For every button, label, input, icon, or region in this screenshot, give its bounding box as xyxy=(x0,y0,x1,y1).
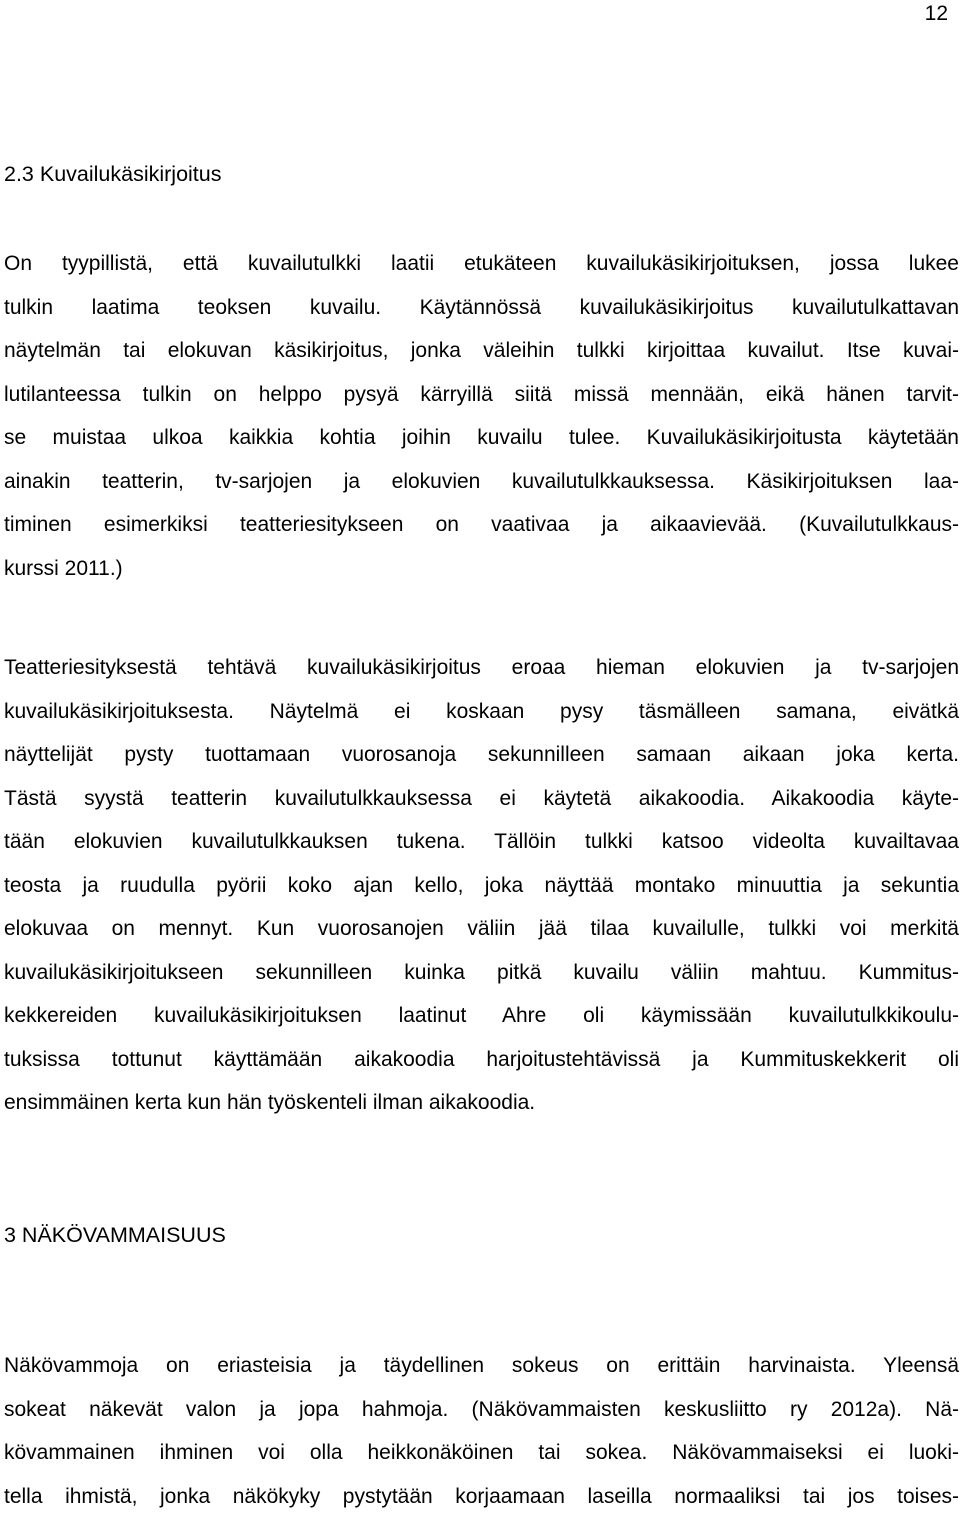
text-line: Tästä syystä teatterin kuvailutulkkauksessa ei käytetä aikakoodia. Aikakoodia käyte- xyxy=(4,777,959,821)
text-line: elokuvaa on mennyt. Kun vuorosanojen väliin jää tilaa kuvailulle, tulkki voi merkitä xyxy=(4,907,959,951)
section-3-heading: 3 NÄKÖVAMMAISUUS xyxy=(4,1222,226,1248)
section-2-3-heading: 2.3 Kuvailukäsikirjoitus xyxy=(4,161,222,187)
text-line: tella ihmistä, jonka näkökyky pystytään korjaamaan laseilla normaaliksi tai jos toises- xyxy=(4,1475,959,1518)
text-line: kuvailukäsikirjoitukseen sekunnilleen kuinka pitkä kuvailu väliin mahtuu. Kummitus- xyxy=(4,951,959,995)
text-line: kuvailukäsikirjoituksesta. Näytelmä ei koskaan pysy täsmälleen samana, eivätkä xyxy=(4,690,959,734)
text-line: lutilanteessa tulkin on helppo pysyä kärryillä siitä missä mennään, eikä hänen tarvit- xyxy=(4,373,959,417)
text-line: Teatteriesityksestä tehtävä kuvailukäsikirjoitus eroaa hieman elokuvien ja tv-sarjojen xyxy=(4,646,959,690)
text-line: tään elokuvien kuvailutulkkauksen tukena. Tällöin tulkki katsoo videolta kuvailtavaa xyxy=(4,820,959,864)
text-line: ainakin teatterin, tv-sarjojen ja elokuvien kuvailutulkkauksessa. Käsikirjoituksen laa- xyxy=(4,460,959,504)
text-line: tuksissa tottunut käyttämään aikakoodia harjoitustehtävissä ja Kummituskekkerit oli xyxy=(4,1038,959,1082)
text-line: Näkövammoja on eriasteisia ja täydellinen sokeus on erittäin harvinaista. Yleensä xyxy=(4,1344,959,1388)
text-line: kövammainen ihminen voi olla heikkonäköinen tai sokea. Näkövammaiseksi ei luoki- xyxy=(4,1431,959,1475)
text-line: sokeat näkevät valon ja jopa hahmoja. (Näkövammaisten keskusliitto ry 2012a). Nä- xyxy=(4,1388,959,1432)
page-number: 12 xyxy=(925,1,948,27)
text-line: kurssi 2011.) xyxy=(4,547,959,591)
text-line: tulkin laatima teoksen kuvailu. Käytännössä kuvailukäsikirjoitus kuvailutulkattavan xyxy=(4,286,959,330)
text-line: teosta ja ruudulla pyörii koko ajan kello, joka näyttää montako minuuttia ja sekuntia xyxy=(4,864,959,908)
text-line: kekkereiden kuvailukäsikirjoituksen laatinut Ahre oli käymissään kuvailutulkkikoulu- xyxy=(4,994,959,1038)
section-2-3-paragraph-2 xyxy=(4,646,959,1125)
text-line: timinen esimerkiksi teatteriesitykseen on vaativaa ja aikaavievää. (Kuvailutulkkaus- xyxy=(4,503,959,547)
text-line: ensimmäinen kerta kun hän työskenteli ilman aikakoodia. xyxy=(4,1081,959,1125)
text-line: näytelmän tai elokuvan käsikirjoitus, jonka väleihin tulkki kirjoittaa kuvailut. Itse kuvai- xyxy=(4,329,959,373)
text-line: On tyypillistä, että kuvailutulkki laatii etukäteen kuvailukäsikirjoituksen, jossa lukee xyxy=(4,242,959,286)
section-3-paragraph-1 xyxy=(4,1344,959,1518)
text-line: näyttelijät pysty tuottamaan vuorosanoja sekunnilleen samaan aikaan joka kerta. xyxy=(4,733,959,777)
text-line: se muistaa ulkoa kaikkia kohtia joihin kuvailu tulee. Kuvailukäsikirjoitusta käytetään xyxy=(4,416,959,460)
section-2-3-paragraph-1 xyxy=(4,242,959,590)
